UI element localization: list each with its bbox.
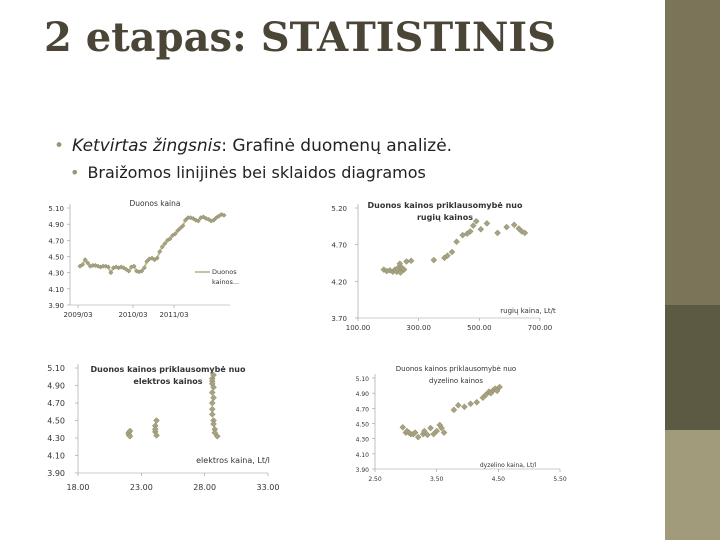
x-tick-label: 300.00 (406, 324, 431, 332)
chart-title: Duonos kaina (129, 199, 181, 208)
scatter-point (431, 257, 437, 263)
y-tick-label: 4.70 (47, 399, 65, 408)
chart-1 (48, 199, 239, 319)
x-tick-label: 5.50 (553, 476, 567, 483)
y-tick-label: 5.20 (331, 205, 347, 213)
x-tick-label: 3.50 (429, 476, 444, 483)
scatter-point (209, 390, 215, 396)
scatter-point (415, 434, 421, 440)
y-tick-label: 4.10 (355, 451, 369, 459)
y-tick-label: 4.20 (331, 278, 347, 287)
bullet-charts-text: Braižomos linijinės bei sklaidos diagramos (87, 163, 426, 182)
scatter-point (449, 249, 455, 255)
legend-label-continued: kainos... (212, 278, 240, 286)
y-tick-label: 4.30 (355, 436, 369, 444)
y-tick-label: 3.90 (47, 469, 65, 478)
scatter-point (484, 220, 490, 226)
scatter-point (154, 418, 160, 424)
x-tick-label: 2011/03 (159, 311, 189, 319)
chart-title-continued: dyzelino kainos (429, 377, 483, 385)
y-tick-label: 4.70 (355, 406, 369, 414)
legend-label: Duonos (212, 268, 237, 276)
y-tick-label: 4.50 (355, 421, 369, 429)
chart-title: Duonos kainos priklausomybė nuo (395, 365, 517, 373)
y-tick-label: 3.90 (355, 467, 369, 474)
scatter-point (474, 399, 480, 405)
scatter-point (511, 222, 517, 228)
chart-title: Duonos kainos priklausomybė nuo (90, 365, 246, 374)
scatter-point (428, 425, 434, 431)
slide-title: 2 etapas: STATISTINIS (44, 14, 557, 61)
scatter-point (209, 400, 215, 406)
y-tick-label: 4.70 (331, 241, 347, 250)
bullet-glyph: • (70, 163, 80, 182)
scatter-point (211, 421, 217, 427)
x-tick-label: 700.00 (527, 324, 553, 332)
y-tick-label: 4.90 (355, 391, 369, 399)
x-tick-label: 23.00 (129, 483, 153, 492)
x-tick-label: 33.00 (256, 483, 280, 492)
y-tick-label: 3.90 (48, 302, 64, 310)
x-tick-label: 18.00 (66, 483, 90, 492)
y-tick-label: 4.10 (48, 285, 64, 294)
x-axis-label: elektros kaina, Lt/l (196, 456, 270, 465)
scatter-point (408, 258, 414, 264)
x-tick-label: 500.00 (467, 324, 492, 332)
y-tick-label: 4.50 (48, 253, 64, 262)
bullet-step-four-bold: Ketvirtas žingsnis (72, 136, 222, 156)
chart-title-continued: elektros kainos (133, 377, 203, 386)
x-tick-label: 28.00 (193, 483, 217, 492)
y-tick-label: 5.10 (48, 205, 64, 213)
scatter-point (209, 411, 215, 417)
scatter-point (461, 404, 467, 410)
x-tick-label: 2010/03 (118, 311, 148, 319)
scatter-point (451, 407, 457, 413)
scatter-point (504, 224, 510, 230)
y-tick-label: 4.90 (47, 381, 65, 391)
scatter-point (468, 401, 474, 407)
bullet-glyph: • (54, 136, 65, 156)
y-tick-label: 4.70 (48, 237, 64, 246)
chart-title: Duonos kainos priklausomybė nuo (367, 201, 523, 210)
x-axis-label: rugių kaina, Lt/t (500, 307, 556, 315)
scatter-point (400, 424, 406, 430)
y-tick-label: 4.50 (47, 416, 65, 426)
scatter-point (455, 402, 461, 408)
y-tick-label: 4.30 (48, 269, 64, 278)
scatter-point (211, 395, 217, 401)
scatter-point (495, 230, 501, 236)
y-tick-label: 3.70 (331, 315, 347, 323)
chart-title-continued: rugių kainos (416, 213, 474, 222)
y-tick-label: 4.30 (47, 434, 65, 443)
x-tick-label: 100.00 (345, 324, 371, 332)
series-line (80, 214, 224, 272)
x-tick-label: 2.50 (368, 476, 382, 483)
x-tick-label: 2009/03 (63, 311, 93, 319)
x-tick-label: 4.50 (491, 476, 506, 483)
bullet-step-four-rest: : Grafinė duomenų analizė. (221, 136, 453, 156)
y-tick-label: 5.10 (355, 376, 369, 383)
x-axis-label: dyzelino kaina, Lt/l (479, 462, 537, 469)
y-tick-label: 4.10 (47, 451, 65, 461)
scatter-point (454, 239, 460, 245)
y-tick-label: 5.10 (47, 364, 65, 373)
scatter-point (478, 226, 484, 232)
y-tick-label: 4.90 (48, 221, 64, 230)
